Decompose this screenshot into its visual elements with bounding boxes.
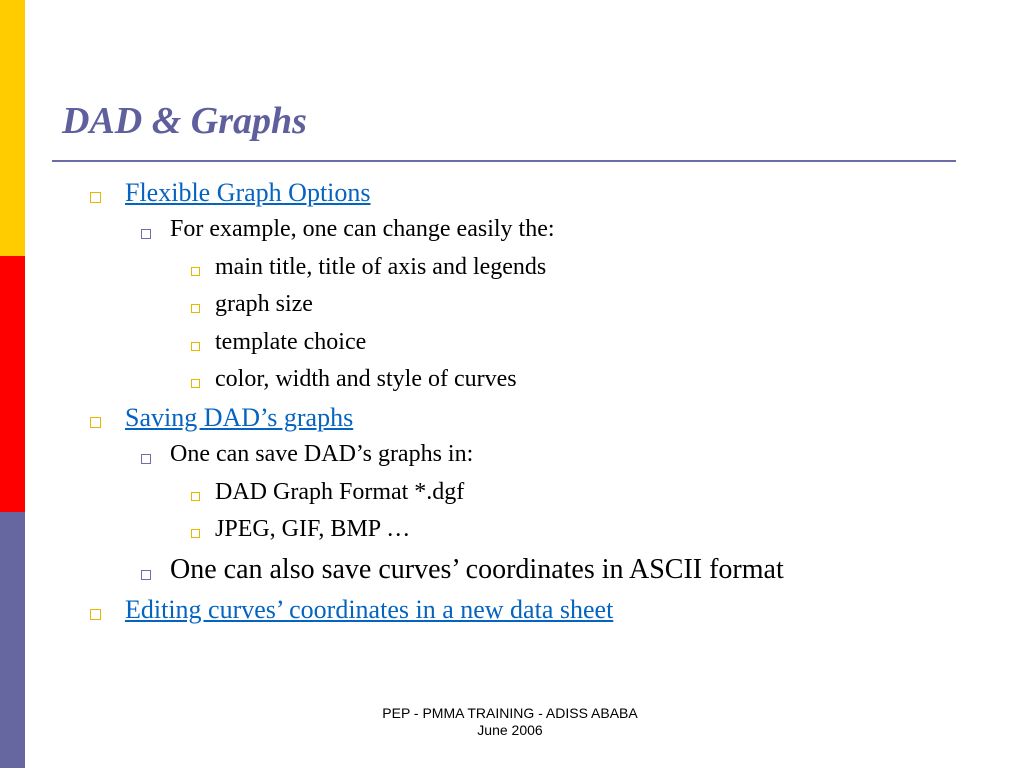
square-bullet-icon <box>90 192 101 203</box>
bullet-flexible-graph-options[interactable] <box>88 178 371 208</box>
link-flexible-graph-options[interactable]: Flexible Graph Options <box>125 178 371 207</box>
bullet-text: One can save DAD’s graphs in: <box>170 441 474 467</box>
square-bullet-icon <box>90 417 101 428</box>
footer-line-2: June 2006 <box>477 722 543 738</box>
bullet-text: JPEG, GIF, BMP … <box>215 516 411 542</box>
bullet-text: DAD Graph Format *.dgf <box>215 479 465 505</box>
square-bullet-icon <box>191 304 200 313</box>
square-bullet-icon <box>191 529 200 538</box>
slide-footer <box>330 705 690 739</box>
sidebar-bar-red <box>0 256 25 512</box>
square-bullet-icon <box>90 609 101 620</box>
square-bullet-icon <box>141 454 151 464</box>
bullet-graph-size <box>190 291 313 318</box>
slide-title: DAD & Graphs <box>62 100 307 142</box>
square-bullet-icon <box>191 342 200 351</box>
bullet-text: template choice <box>215 329 367 355</box>
sidebar-bar-purple <box>0 512 25 768</box>
link-editing-curves[interactable]: Editing curves’ coordinates in a new data sheet <box>125 595 614 624</box>
bullet-template-choice <box>190 329 366 356</box>
square-bullet-icon <box>191 379 200 388</box>
bullet-text: color, width and style of curves <box>215 366 517 392</box>
bullet-dad-graph-format <box>190 479 464 506</box>
square-bullet-icon <box>191 492 200 501</box>
bullet-main-title <box>190 254 546 281</box>
bullet-text: main title, title of axis and legends <box>215 254 547 280</box>
bullet-editing-curves[interactable] <box>88 595 613 625</box>
sidebar-color-bars <box>0 0 25 768</box>
square-bullet-icon <box>191 267 200 276</box>
bullet-for-example <box>140 216 555 243</box>
bullet-saving-dads-graphs[interactable] <box>88 403 353 433</box>
bullet-text: For example, one can change easily the: <box>170 216 555 242</box>
bullet-jpeg-gif-bmp <box>190 516 410 543</box>
bullet-color-width-style <box>190 366 517 393</box>
square-bullet-icon <box>141 570 151 580</box>
bullet-text: One can also save curves’ coordinates in ASCII format <box>170 554 784 585</box>
title-divider <box>52 160 956 162</box>
link-saving-dads-graphs[interactable]: Saving DAD’s graphs <box>125 403 354 432</box>
footer-line-1: PEP - PMMA TRAINING - ADISS ABABA <box>382 705 638 721</box>
bullet-text: graph size <box>215 291 313 317</box>
square-bullet-icon <box>141 229 151 239</box>
bullet-save-ascii <box>140 554 784 586</box>
sidebar-bar-yellow <box>0 0 25 256</box>
bullet-one-can-save <box>140 441 473 468</box>
